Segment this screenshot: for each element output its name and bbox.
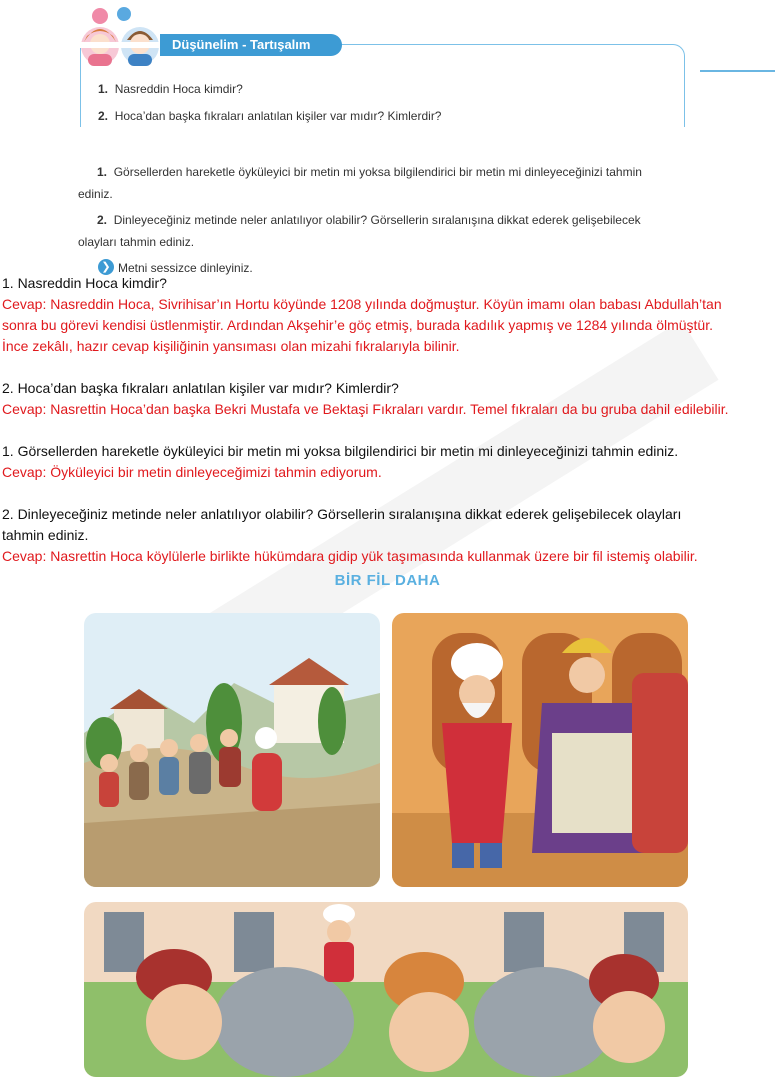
discussion-banner: Düşünelim - Tartışalım — [160, 34, 342, 56]
listen-instruction: Metni sessizce dinleyiniz. — [118, 261, 253, 275]
prelisten-question-2: 2. Dinleyeceğiniz metinde neler anlatılıyor olabilir? Görsellerin sıralanışına dikkat ederek gelişebilecek olayları tahmin ediniz. — [78, 213, 641, 249]
answer-1-line-2: sonra bu görevi kendisi üstlenmiştir. Ardından Akşehir’e göç etmiş, burada kadılık yapmış ve 1284 yılında ölmüştür. — [2, 317, 713, 333]
answer-question-2: 2. Hoca’dan başka fıkraları anlatılan kişiler var mıdır? Kimlerdir? — [2, 380, 399, 396]
answer-question-4-line-2: tahmin ediniz. — [2, 527, 89, 543]
answer-4-line-1: Cevap: Nasrettin Hoca köylülerle birlikte hükümdara gidip yük taşımasında kullanmak üzere bir fil istemiş olabilir. — [2, 548, 698, 564]
discussion-question-2: 2. Hoca’dan başka fıkraları anlatılan kişiler var mıdır? Kimlerdir? — [98, 109, 442, 123]
answer-3-line-1: Cevap: Öyküleyici bir metin dinleyeceğimizi tahmin ediyorum. — [2, 464, 382, 480]
illustration-hoca-sultan — [392, 613, 688, 887]
answer-question-3: 1. Görsellerden hareketle öyküleyici bir metin mi yoksa bilgilendirici bir metin mi dinleyeceğinizi tahmin ediniz. — [2, 443, 679, 459]
discussion-question-1: 1. Nasreddin Hoca kimdir? — [98, 82, 243, 96]
illustration-elephants — [84, 902, 688, 1077]
answer-2-line-1: Cevap: Nasrettin Hoca’dan başka Bekri Mustafa ve Bektaşi Fıkraları vardır. Temel fıkraları da bu gruba dahil edilebilir. — [2, 401, 729, 417]
prelisten-question-1: 1. Görsellerden hareketle öyküleyici bir metin mi yoksa bilgilendirici bir metin mi dinleyeceğinizi tahmin ediniz. — [78, 165, 642, 201]
answer-question-1: 1. Nasreddin Hoca kimdir? — [2, 275, 167, 291]
play-circle-icon: ❯ — [98, 259, 114, 275]
hoca-on-elephant — [323, 904, 355, 982]
answer-question-4-line-1: 2. Dinleyeceğiniz metinde neler anlatılıyor olabilir? Görsellerin sıralanışına dikkat ederek gelişebilecek olayları — [2, 506, 682, 522]
speech-bubble-pink-icon — [92, 8, 108, 24]
margin-accent-line — [700, 70, 775, 72]
story-title: BİR FİL DAHA — [334, 572, 441, 589]
answer-1-line-3: İnce zekâlı, hazır cevap kişiliğinin yansıması olan mizahi fıkralarıyla bilinir. — [2, 338, 460, 354]
answer-1-line-1: Cevap: Nasreddin Hoca, Sivrihisar’ın Hortu köyünde 1208 yılında doğmuştur. Köyün imamı olan babası Abdullah’tan — [2, 296, 722, 312]
speech-bubble-blue-icon — [117, 7, 131, 21]
illustration-villagers — [84, 613, 380, 887]
answers-block — [2, 273, 774, 567]
